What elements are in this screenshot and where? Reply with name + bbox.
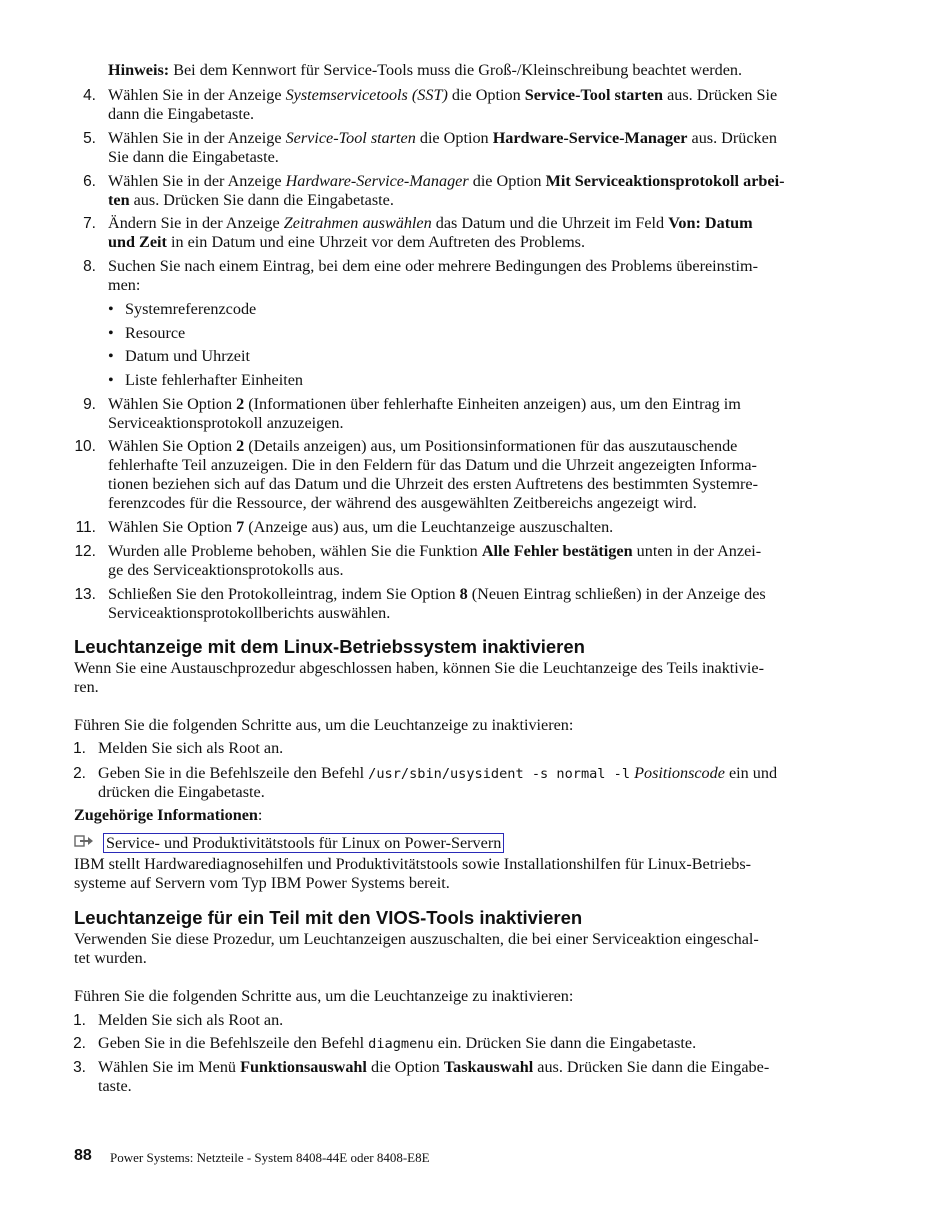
paragraph-cont: ren. xyxy=(74,678,99,696)
bullet-dot: • xyxy=(108,347,114,365)
step-text-cont: Serviceaktionsprotokollberichts auswählen. xyxy=(108,604,391,622)
step-number: 6. xyxy=(83,173,96,190)
step-number: 8. xyxy=(83,258,96,275)
step-text: Schließen Sie den Protokolleintrag, indem Sie Option 8 (Neuen Eintrag schließen) in der Anzeige des xyxy=(108,585,766,603)
arrow-link-icon xyxy=(74,834,96,854)
paragraph: Führen Sie die folgenden Schritte aus, um die Leuchtanzeige zu inaktivieren: xyxy=(74,716,574,734)
step-text: Wählen Sie in der Anzeige Service-Tool starten die Option Hardware-Service-Manager aus. Drücken xyxy=(108,129,777,147)
note-label: Hinweis: xyxy=(108,61,170,79)
step-text-cont: fehlerhafte Teil anzuzeigen. Die in den Feldern für das Datum und die Uhrzeit angezeigten Informa- xyxy=(108,456,757,474)
step-number: 3. xyxy=(73,1059,86,1076)
step-text: Wählen Sie Option 7 (Anzeige aus) aus, um die Leuchtanzeige auszuschalten. xyxy=(108,518,614,536)
related-link[interactable]: Service- und Produktivitätstools für Linux on Power-Servern xyxy=(103,834,504,854)
step-text-cont: Sie dann die Eingabetaste. xyxy=(108,148,279,166)
bullet-item: Liste fehlerhafter Einheiten xyxy=(125,371,303,389)
bullet-item: Datum und Uhrzeit xyxy=(125,347,250,365)
bullet-dot: • xyxy=(108,324,114,342)
note xyxy=(108,61,742,81)
step-number: 12. xyxy=(74,543,96,560)
step-text-cont: ferenzcodes für die Ressource, der während des ausgewählten Zeitbereichs angezeigt wird. xyxy=(108,494,697,512)
step-number: 2. xyxy=(73,765,86,782)
paragraph-cont: tet wurden. xyxy=(74,949,147,967)
step-text-cont: drücken die Eingabetaste. xyxy=(98,783,265,801)
step-text: Melden Sie sich als Root an. xyxy=(98,739,284,757)
bullet-dot: • xyxy=(108,371,114,389)
page-number: 88 xyxy=(74,1147,92,1164)
step-text: Wählen Sie Option 2 (Details anzeigen) aus, um Positionsinformationen für das auszutauschende xyxy=(108,437,738,455)
step-text-cont: tionen beziehen sich auf das Datum und die Uhrzeit des ersten Auftretens des bestimmten Systemre- xyxy=(108,475,759,493)
step-text: Ändern Sie in der Anzeige Zeitrahmen auswählen das Datum und die Uhrzeit im Feld Von: Datum xyxy=(108,214,753,232)
command-text: /usr/sbin/usysident -s normal -l xyxy=(368,766,631,782)
section-heading-vios: Leuchtanzeige für ein Teil mit den VIOS-Tools inaktivieren xyxy=(74,907,583,928)
bullet-item: Resource xyxy=(125,324,186,342)
step-text: Wählen Sie im Menü Funktionsauswahl die Option Taskauswahl aus. Drücken Sie dann die Eingabe- xyxy=(98,1058,770,1076)
step-number: 13. xyxy=(74,586,96,603)
paragraph: Wenn Sie eine Austauschprozedur abgeschlossen haben, können Sie die Leuchtanzeige des Teils inaktivie- xyxy=(74,659,764,677)
step-number: 2. xyxy=(73,1035,86,1052)
related-info-label: Zugehörige Informationen: xyxy=(74,806,263,824)
bullet-dot: • xyxy=(108,300,114,318)
step-number: 4. xyxy=(83,87,96,104)
step-number: 5. xyxy=(83,130,96,147)
step-number: 1. xyxy=(73,740,86,757)
footer-title: Power Systems: Netzteile - System 8408-44E oder 8408-E8E xyxy=(110,1150,430,1165)
step-text: Suchen Sie nach einem Eintrag, bei dem eine oder mehrere Bedingungen des Problems übereinstim- xyxy=(108,257,759,275)
step-text: Wurden alle Probleme behoben, wählen Sie die Funktion Alle Fehler bestätigen unten in der Anzei- xyxy=(108,542,762,560)
step-text-cont: dann die Eingabetaste. xyxy=(108,105,255,123)
step-text: Geben Sie in die Befehlszeile den Befehl /usr/sbin/usysident -s normal -l Positionscode ein und xyxy=(98,764,778,782)
step-text-cont: ge des Serviceaktionsprotokolls aus. xyxy=(108,561,344,579)
note-text: Bei dem Kennwort für Service-Tools muss die Groß-/Kleinschreibung beachtet werden. xyxy=(173,61,743,79)
paragraph: Führen Sie die folgenden Schritte aus, um die Leuchtanzeige zu inaktivieren: xyxy=(74,987,574,1005)
command-text: diagmenu xyxy=(368,1036,434,1052)
step-text: Wählen Sie in der Anzeige Systemservicetools (SST) die Option Service-Tool starten aus. Drücken Sie xyxy=(108,86,778,104)
step-text-cont: ten aus. Drücken Sie dann die Eingabetaste. xyxy=(108,191,394,209)
step-text-cont: und Zeit in ein Datum und eine Uhrzeit vor dem Auftreten des Problems. xyxy=(108,233,586,251)
step-text-cont: taste. xyxy=(98,1077,132,1095)
step-number: 7. xyxy=(83,215,96,232)
step-text-cont: men: xyxy=(108,276,141,294)
step-number: 9. xyxy=(83,396,96,413)
step-text: Melden Sie sich als Root an. xyxy=(98,1011,284,1029)
step-number: 1. xyxy=(73,1012,86,1029)
step-text: Wählen Sie in der Anzeige Hardware-Service-Manager die Option Mit Serviceaktionsprotokoll arbei- xyxy=(108,172,785,190)
link-description-cont: systeme auf Servern vom Typ IBM Power Systems bereit. xyxy=(74,874,450,892)
step-text: Geben Sie in die Befehlszeile den Befehl diagmenu ein. Drücken Sie dann die Eingabetaste. xyxy=(98,1034,697,1052)
step-number: 11. xyxy=(75,519,96,536)
bullet-item: Systemreferenzcode xyxy=(125,300,257,318)
paragraph: Verwenden Sie diese Prozedur, um Leuchtanzeigen auszuschalten, die bei einer Serviceaktion eingeschal- xyxy=(74,930,759,948)
link-description: IBM stellt Hardwarediagnosehilfen und Produktivitätstools sowie Installationshilfen für Linux-Betriebs- xyxy=(74,855,752,873)
step-number: 10. xyxy=(74,438,96,455)
section-heading-linux: Leuchtanzeige mit dem Linux-Betriebssystem inaktivieren xyxy=(74,636,585,657)
step-text-cont: Serviceaktionsprotokoll anzuzeigen. xyxy=(108,414,344,432)
step-text: Wählen Sie Option 2 (Informationen über fehlerhafte Einheiten anzeigen) aus, um den Eintrag im xyxy=(108,395,741,413)
